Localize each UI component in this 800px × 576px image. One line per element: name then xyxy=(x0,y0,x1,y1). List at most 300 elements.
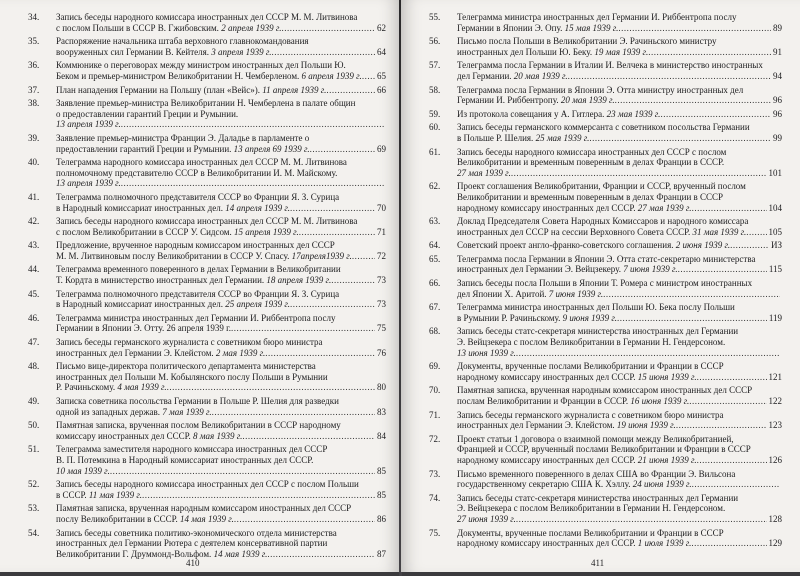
toc-list xyxy=(425,12,782,549)
entry-title-line: Предложение, врученное народным комиссаром иностранных дел СССР xyxy=(56,240,335,251)
entry-title-line: Запись беседы германского журналиста с советником бюро министра xyxy=(457,409,724,420)
entry-last-line xyxy=(457,264,782,275)
dot-leader xyxy=(272,47,375,58)
entry-page-ref: 73 xyxy=(377,299,386,310)
entry-page-ref: 89 xyxy=(773,22,782,33)
entry-title-tail: в Польше Р. Шелия. xyxy=(457,132,536,143)
entry-number: 70. xyxy=(429,385,441,396)
toc-entry xyxy=(24,289,386,310)
entry-number: 49. xyxy=(28,396,40,406)
toc-list xyxy=(24,12,386,559)
dot-leader xyxy=(678,264,767,275)
entry-title xyxy=(56,289,386,310)
entry-title xyxy=(56,420,386,441)
entry-last-line xyxy=(457,23,782,34)
dot-leader xyxy=(110,466,375,477)
entry-title-line: Э. Вейцзекера с послом Великобритании в Германии Н. Гендерсоном. xyxy=(457,337,726,348)
entry-date: 9 июня 1939 г. xyxy=(562,312,618,323)
entry-title-tail: Из протокола совещания у А. Гитлера. xyxy=(457,108,607,119)
entry-number: 57. xyxy=(429,60,441,71)
dot-leader xyxy=(121,119,384,130)
entry-last-line xyxy=(56,71,386,82)
toc-entry xyxy=(425,434,782,466)
entry-title-tail: иностранных дел Польши Ю. Беку. xyxy=(457,46,595,57)
entry-title xyxy=(457,493,782,525)
entry-date: 20 мая 1939 г. xyxy=(560,95,615,106)
entry-title-tail: в Румынии Р. Рачиньскому. xyxy=(457,312,563,323)
entry-title-line: Телеграмма посла Германии в Японии Э. Отта министру иностранных дел xyxy=(457,84,744,95)
entry-number: 55. xyxy=(429,12,441,22)
toc-entry xyxy=(24,157,386,189)
toc-entry xyxy=(425,528,782,549)
entry-number: 59. xyxy=(429,108,441,119)
entry-date: 15 мая 1939 г. xyxy=(564,22,619,33)
entry-title-tail: Германии в Японии Э. Отту. 26 апреля 1939 г. xyxy=(56,323,232,334)
entry-title-line: Письмо посла Польши в Великобритании Э. Рачиньского министру xyxy=(457,36,717,47)
dot-leader xyxy=(265,348,375,359)
entry-title-line: Телеграмма народного комиссара иностранных дел СССР М. М. Литвинова xyxy=(56,157,347,168)
entry-number: 61. xyxy=(429,146,441,157)
toc-entry xyxy=(425,385,782,406)
entry-page-ref: 85 xyxy=(377,465,386,476)
entry-last-line xyxy=(457,372,782,383)
entry-number: 53. xyxy=(28,503,40,514)
entry-number: 37. xyxy=(28,84,40,95)
entry-title-line: Памятная записка, врученная послом Великобритании в СССР народному xyxy=(56,420,341,431)
entry-date: 14 апреля 1939 г. xyxy=(225,202,291,213)
entry-title-tail: Беком и премьер-министром Великобритании Н. Чемберленом. xyxy=(56,70,302,81)
toc-entry xyxy=(24,528,386,560)
dot-leader xyxy=(231,323,375,334)
entry-title-tail: народному комиссару иностранных дел СССР. xyxy=(457,538,638,549)
entry-title-line: Запись беседы народного комиссара иностранных дел СССР с послом xyxy=(457,146,727,157)
entry-title-tail: комиссару иностранных дел СССР. xyxy=(56,430,194,441)
entry-last-line xyxy=(56,203,386,214)
entry-title-tail: с послом Великобритании в СССР У. Сидсом. xyxy=(56,226,234,237)
entry-date: 2 мая 1939 г. xyxy=(215,347,266,358)
entry-title xyxy=(457,434,782,466)
toc-entry xyxy=(425,469,782,490)
entry-title xyxy=(457,385,782,406)
dot-leader xyxy=(310,144,375,155)
entry-title-tail: предоставлении гарантий Греции и Румынии. xyxy=(56,143,234,154)
entry-title-line: Великобритании и временным поверенным в делах Франции в СССР xyxy=(457,191,724,202)
entry-number: 50. xyxy=(28,420,40,431)
entry-title xyxy=(56,157,386,189)
entry-page-ref: 64 xyxy=(377,46,386,57)
entry-date: 23 мая 1939 г. xyxy=(606,108,661,119)
entry-date: 13 июня 1939 г. xyxy=(457,347,516,358)
entry-last-line xyxy=(56,490,386,501)
dot-leader xyxy=(267,549,375,560)
entry-title xyxy=(56,240,386,261)
entry-page-ref: 128 xyxy=(768,513,782,524)
entry-title-line: Запись беседы германского журналиста с советником бюро министра xyxy=(56,337,323,348)
toc-entry xyxy=(24,85,386,96)
dot-leader xyxy=(167,382,375,393)
entry-page-ref: 85 xyxy=(377,489,386,500)
entry-number: 35. xyxy=(28,36,40,47)
dot-leader xyxy=(234,514,375,525)
entry-title xyxy=(457,36,782,57)
entry-title xyxy=(56,133,386,154)
entry-last-line xyxy=(457,455,782,466)
entry-title-tail: Советский проект англо-франко-советского соглашения. xyxy=(457,240,676,251)
entry-number: 48. xyxy=(28,361,40,372)
entry-number: 56. xyxy=(429,36,441,47)
entry-title-line: Документы, врученные послами Великобритании и Франции в СССР xyxy=(457,527,724,538)
entry-title-line: Письмо вице-директора политического департамента министерства xyxy=(56,361,316,372)
entry-title xyxy=(56,60,386,81)
entry-title xyxy=(56,36,386,57)
entry-title xyxy=(56,337,386,358)
entry-date: 11 мая 1939 г. xyxy=(88,489,143,500)
entry-title-line: Письмо временного поверенного в делах США во Франции Э. Вильсона xyxy=(457,468,736,479)
entry-page-ref: 87 xyxy=(377,548,386,559)
entry-date: 27 мая 1939 г. xyxy=(457,167,511,178)
entry-last-line xyxy=(56,227,386,238)
entry-last-line xyxy=(56,85,386,96)
entry-title-line: Телеграмма заместителя народного комиссара иностранных дел СССР xyxy=(56,444,328,455)
entry-date: 11 апреля 1939 г. xyxy=(262,84,327,95)
entry-number: 63. xyxy=(429,216,441,227)
entry-date: 6 апреля 1939 г. xyxy=(301,70,362,81)
entry-number: 38. xyxy=(28,98,40,109)
entry-title-line: иностранных дел Германии Рютера с деятелем консервативной партии xyxy=(56,538,328,549)
entry-last-line xyxy=(56,323,386,334)
entry-title-line: Великобритании и временным поверенным в делах Франции в СССР. xyxy=(457,157,725,168)
dot-leader xyxy=(516,348,780,359)
entry-page-ref: 83 xyxy=(377,406,386,417)
toc-entry xyxy=(425,302,782,323)
entry-title-tail: послу Великобритании в СССР. xyxy=(56,513,181,524)
entry-title-line: Запись беседы статс-секретаря министерства иностранных дел Германии xyxy=(457,492,739,503)
entry-title-line: Заявление премьер-министра Великобритании Н. Чемберлена в палате общин xyxy=(56,98,356,109)
toc-entry xyxy=(425,12,782,33)
toc-entry xyxy=(24,503,386,524)
entry-last-line xyxy=(457,396,782,407)
entry-date: 2 апреля 1939 г. xyxy=(221,22,282,33)
entry-title-line: Запись беседы посла Польши в Японии Т. Ромера с министром иностранных xyxy=(457,278,753,289)
entry-page-ref: 122 xyxy=(768,396,782,406)
entry-title-line: полномочному представителю СССР в Великобритании И. М. Майскому. xyxy=(56,167,338,178)
entry-last-line xyxy=(56,119,386,130)
entry-page-ref: 86 xyxy=(377,513,386,524)
entry-last-line xyxy=(457,420,782,431)
entry-date: 24 июня 1939 г. xyxy=(632,479,692,490)
entry-last-line xyxy=(56,348,386,359)
entry-last-line xyxy=(56,251,386,262)
entry-page-ref: 73 xyxy=(377,275,386,286)
entry-page-ref: 115 xyxy=(768,264,782,275)
toc-entry xyxy=(24,133,386,154)
entry-date: 25 мая 1939 г. xyxy=(535,132,590,143)
entry-title-line: Телеграмма посла Германии в Японии Э. Отта статс-секретарю министерства xyxy=(457,253,756,264)
entry-title xyxy=(457,181,782,213)
dot-leader xyxy=(352,251,375,262)
entry-date: 19 июня 1939 г. xyxy=(616,420,676,431)
entry-number: 44. xyxy=(28,264,40,275)
entry-page-ref xyxy=(384,178,386,189)
entry-date: 1 июля 1939 г. xyxy=(637,538,692,549)
entry-title xyxy=(56,192,386,213)
entry-number: 68. xyxy=(429,326,441,337)
toc-entry xyxy=(425,410,782,431)
toc-entry xyxy=(425,361,782,382)
entry-number: 51. xyxy=(28,444,40,455)
entry-title-line: Проект соглашения Великобритании, Франции и СССР, врученный послом xyxy=(457,181,746,192)
toc-entry xyxy=(425,109,782,120)
entry-date: 8 мая 1939 г. xyxy=(193,430,243,441)
entry-title xyxy=(457,528,782,549)
dot-leader xyxy=(326,85,375,96)
entry-title-tail: народному комиссару иностранных дел СССР. xyxy=(457,454,638,465)
entry-page-ref: 99 xyxy=(773,132,782,143)
entry-title-line: Телеграмма временного поверенного в делах Германии в Великобритании xyxy=(56,264,341,275)
entry-date: 7 мая 1939 г. xyxy=(162,406,212,417)
toc-entry xyxy=(24,479,386,500)
page-number: 411 xyxy=(591,558,605,568)
entry-title xyxy=(56,12,386,33)
entry-last-line xyxy=(56,299,386,310)
entry-number: 47. xyxy=(28,337,40,348)
entry-title xyxy=(457,254,782,275)
toc-entry xyxy=(24,396,386,417)
entry-title xyxy=(457,12,782,33)
entry-page-ref: 105 xyxy=(768,226,782,237)
toc-entry xyxy=(24,60,386,81)
entry-last-line xyxy=(56,466,386,477)
entry-title-tail: иностранных дел Германии Э. Клейстом. xyxy=(457,420,617,431)
entry-number: 42. xyxy=(28,216,40,227)
entry-title-tail: одной из западных держав. xyxy=(56,406,163,417)
entry-page-ref xyxy=(780,289,782,300)
entry-title xyxy=(56,528,386,560)
entry-title-tail: иностранных дел Германии Э. Вейцзекеру. xyxy=(457,264,624,275)
entry-date: 19 мая 1939 г. xyxy=(594,46,649,57)
dot-leader xyxy=(362,71,375,82)
entry-title-line: Доклад Председателя Совета Народных Комиссаров и народного комиссара xyxy=(457,216,749,227)
entry-date: 16 июня 1939 г. xyxy=(630,396,690,406)
entry-title xyxy=(457,469,782,490)
entry-title-line: Францией и СССР, врученный послами Великобритании и Франции в СССР xyxy=(457,444,751,455)
entry-page-ref: 76 xyxy=(377,347,386,358)
entry-last-line xyxy=(457,479,782,490)
entry-number: 46. xyxy=(28,312,40,323)
entry-date: 21 июня 1939 г. xyxy=(637,454,697,465)
entry-title xyxy=(457,326,782,358)
entry-date: 15 апреля 1939 г. xyxy=(233,226,299,237)
dot-leader xyxy=(290,299,375,310)
entry-page-ref: 104 xyxy=(768,202,782,213)
toc-entry xyxy=(425,493,782,525)
entry-page-ref: 75 xyxy=(377,323,386,334)
toc-entry xyxy=(24,264,386,285)
entry-title-line: Телеграмма посла Германии в Италии И. Велчека в министерство иностранных xyxy=(457,60,763,71)
entry-title-line: Телеграмма полномочного представителя СССР во Франции Я. З. Сурица xyxy=(56,288,340,299)
entry-page-ref: 66 xyxy=(377,84,386,95)
toc-entry xyxy=(24,12,386,33)
entry-title xyxy=(56,396,386,417)
entry-title xyxy=(56,444,386,476)
entry-number: 67. xyxy=(429,302,441,313)
entry-title xyxy=(56,503,386,524)
entry-number: 60. xyxy=(429,122,441,133)
entry-last-line xyxy=(56,275,386,286)
entry-page-ref: 72 xyxy=(377,250,386,261)
dot-leader xyxy=(689,396,766,407)
entry-number: 36. xyxy=(28,60,40,71)
dot-leader xyxy=(121,178,384,189)
entry-date: 10 мая 1939 г. xyxy=(56,465,110,476)
entry-page-ref: 129 xyxy=(768,538,782,549)
entry-last-line xyxy=(56,431,386,442)
entry-title-tail: дел Японии Х. Аритой. xyxy=(457,288,549,299)
toc-entry xyxy=(425,181,782,213)
dot-leader xyxy=(648,47,771,58)
entry-page-ref: 62 xyxy=(377,22,386,33)
dot-leader xyxy=(730,240,769,251)
entry-date: 13 апреля 69 1939 г. xyxy=(233,143,310,154)
entry-title-line: Запись беседы советника политико-экономического отдела министерства xyxy=(56,527,337,538)
entry-number: 66. xyxy=(429,278,441,289)
entry-title-tail: дел Германии. xyxy=(457,70,514,81)
dot-leader xyxy=(142,490,375,501)
entry-title-line: Телеграмма министра иностранных дел Польши Ю. Бека послу Польши xyxy=(457,302,735,313)
entry-title-line: Запись беседы народного комиссара иностранных дел СССР с послом Польши xyxy=(56,479,359,490)
entry-date: 14 мая 1939 г. xyxy=(180,513,234,524)
entry-title-line: иностранных дел Польши М. Кобылянского послу Польши в Румынии xyxy=(56,371,328,382)
entry-page-ref: 65 xyxy=(377,70,386,81)
dot-leader xyxy=(676,420,767,431)
entry-title xyxy=(457,302,782,323)
entry-date: 25 апреля 1939 г. xyxy=(225,299,291,310)
entry-number: 65. xyxy=(429,253,441,264)
entry-title-line: Телеграмма полномочного представителя СССР во Франции Я. З. Сурица xyxy=(56,191,340,202)
entry-title-line: Запись беседы народного комиссара иностранных дел СССР М. М. Литвинова xyxy=(56,216,358,227)
toc-entry xyxy=(425,60,782,81)
toc-entry xyxy=(24,444,386,476)
entry-title xyxy=(56,479,386,500)
entry-number: 75. xyxy=(429,527,441,538)
entry-date: 20 мая 1939 г. xyxy=(513,70,568,81)
entry-title-tail: вооруженных сил Германии В. Кейтеля. xyxy=(56,46,212,57)
entry-date: 13 апреля 1939 г. xyxy=(56,119,121,130)
entry-title-tail: Т. Кордта в министерство иностранных дел Германии. xyxy=(56,275,267,286)
entry-date: 18 апреля 1939 г. xyxy=(266,275,332,286)
entry-date: 31 мая 1939 г. xyxy=(692,226,747,237)
entry-date: 17апреля1939 г. xyxy=(291,250,352,261)
entry-title-tail: в Народный комиссариат иностранных дел. xyxy=(56,202,226,213)
entry-title-line: Э. Вейцзекера с послом Великобритании в Германии Н. Гендерсоном. xyxy=(457,503,726,514)
entry-date: 7 июня 1939 г. xyxy=(623,264,678,275)
entry-title-tail: в СССР. xyxy=(56,489,89,500)
entry-number: 73. xyxy=(429,468,441,479)
entry-number: 45. xyxy=(28,288,40,299)
entry-date: 27 мая 1939 г. xyxy=(637,202,692,213)
entry-last-line xyxy=(457,109,782,120)
entry-title-line: Документы, врученные послами Великобритании и Франции в СССР xyxy=(457,361,724,372)
entry-last-line xyxy=(457,133,782,144)
entry-title-line: Памятная записка, врученная народным комиссаром иностранных дел СССР xyxy=(56,503,352,514)
entry-date: 27 июня 1939 г. xyxy=(457,513,516,524)
entry-title-tail: государственному секретарю США К. Хэллу. xyxy=(457,479,633,490)
toc-entry xyxy=(24,36,386,57)
entry-title-line: Запись беседы статс-секретаря министерства иностранных дел Германии xyxy=(457,326,739,337)
dot-leader xyxy=(511,168,767,179)
entry-title-tail: народному комиссару иностранных дел СССР. xyxy=(457,371,638,382)
entry-title xyxy=(457,278,782,299)
entry-number: 69. xyxy=(429,361,441,372)
toc-entry xyxy=(425,278,782,299)
entry-title-tail: Р. Рачиньскому. xyxy=(56,382,118,393)
toc-entry xyxy=(24,192,386,213)
entry-last-line xyxy=(56,144,386,155)
entry-number: 39. xyxy=(28,132,40,143)
entry-page-ref: 84 xyxy=(377,430,386,441)
dot-leader xyxy=(290,203,375,214)
entry-title xyxy=(457,60,782,81)
entry-title xyxy=(457,122,782,143)
entry-title-line: Запись беседы германского коммерсанта с советником посольства Германии xyxy=(457,122,750,133)
entry-last-line xyxy=(457,348,782,359)
entry-title xyxy=(56,313,386,334)
entry-title xyxy=(457,85,782,106)
entry-page-ref: 126 xyxy=(768,454,782,465)
entry-page-ref: 96 xyxy=(773,95,782,106)
entry-title-line: Телеграмма министра иностранных дел Германии И. Риббентропа послу xyxy=(457,12,737,22)
dot-leader xyxy=(615,95,771,106)
entry-title-tail: в Народный комиссариат иностранных дел. xyxy=(56,299,226,310)
entry-title-tail: М. М. Литвиновым послу Великобритании в СССР У. Спасу. xyxy=(56,250,292,261)
entry-title-line: Памятная записка, врученная народным комиссаром иностранных дел СССР xyxy=(457,385,753,396)
entry-last-line xyxy=(56,47,386,58)
entry-number: 58. xyxy=(429,84,441,95)
entry-title xyxy=(457,410,782,431)
entry-last-line xyxy=(457,203,782,214)
dot-leader xyxy=(212,407,375,418)
dot-leader xyxy=(691,538,766,549)
entry-last-line xyxy=(457,168,782,179)
entry-title xyxy=(56,98,386,130)
toc-entry xyxy=(425,326,782,358)
toc-entry xyxy=(24,361,386,393)
entry-last-line xyxy=(457,289,782,300)
entry-title-tail: Германии И. Риббентропу. xyxy=(457,95,561,106)
entry-title-line: Запись беседы народного комиссара иностранных дел СССР М. М. Литвинова xyxy=(56,12,358,22)
dot-leader xyxy=(617,313,767,324)
entry-title xyxy=(457,216,782,237)
entry-last-line xyxy=(457,538,782,549)
entry-page-ref: 121 xyxy=(768,371,782,382)
dot-leader xyxy=(589,133,771,144)
entry-title xyxy=(56,85,386,96)
entry-last-line xyxy=(56,549,386,560)
entry-page-ref: ИЗ xyxy=(770,240,782,251)
dot-leader xyxy=(618,23,771,34)
entry-last-line xyxy=(457,71,782,82)
dot-leader xyxy=(281,23,375,34)
entry-date: 14 мая 1939 г. xyxy=(213,548,268,559)
entry-title-tail: Германии в Японии Э. Опу. xyxy=(457,22,565,33)
entry-title-line: Записка советника посольства Германии в Польше Р. Шелия для разведки xyxy=(56,396,339,406)
entry-title-line: Заявление премьер-министра Франции Э. Даладье в парламенте о xyxy=(56,132,310,143)
entry-title-tail: План нападения Германии на Польшу (план «Вейс»). xyxy=(56,84,263,95)
entry-title-line: Распоряжение начальника штаба верховного главнокомандования xyxy=(56,36,309,47)
entry-page-ref xyxy=(780,348,782,359)
entry-number: 54. xyxy=(28,527,40,538)
toc-entry xyxy=(425,240,782,251)
